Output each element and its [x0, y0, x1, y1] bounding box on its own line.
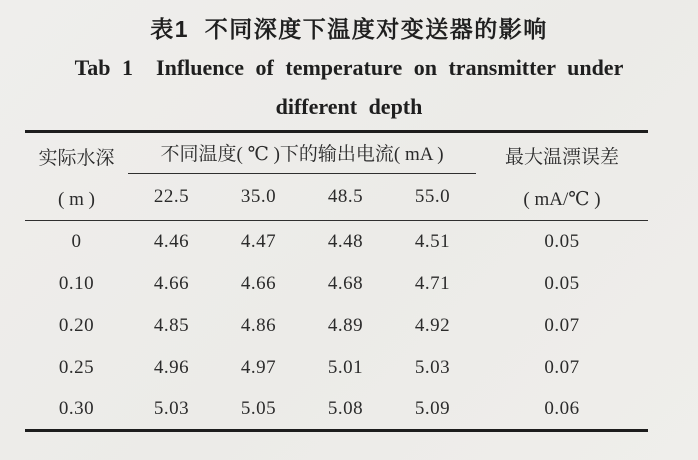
- header-max-error: [476, 132, 648, 221]
- influence-table: [25, 130, 648, 432]
- header-temp-col-1: 22.5: [128, 173, 215, 220]
- cell-max-error: 0.05: [544, 272, 580, 294]
- cell-current: 4.97: [240, 356, 277, 378]
- cell-current: 5.08: [327, 397, 364, 419]
- cell-current: 4.46: [153, 230, 190, 252]
- cell-current: 4.96: [153, 356, 190, 378]
- cell-current: 4.89: [327, 314, 364, 336]
- cell-current: 5.01: [327, 356, 364, 378]
- table-row: [25, 263, 648, 305]
- cell-current: 4.48: [327, 230, 364, 252]
- cell-current: 4.68: [327, 272, 364, 294]
- table-row: [25, 347, 648, 389]
- table-row: [25, 389, 648, 431]
- header-temp-col-2: 35.0: [215, 173, 302, 220]
- cell-depth: 0.20: [58, 314, 95, 336]
- table-title-english-line1: Tab 1 Influence of temperature on transmitter under: [74, 55, 624, 80]
- cell-current: 4.66: [240, 272, 277, 294]
- cell-current: 5.03: [153, 397, 190, 419]
- cell-current: 4.86: [240, 314, 277, 336]
- cell-current: 4.66: [153, 272, 190, 294]
- cell-max-error: 0.06: [544, 397, 580, 419]
- cell-current: 4.51: [414, 230, 451, 252]
- cell-max-error: 0.07: [544, 314, 580, 336]
- cell-max-error: 0.07: [544, 356, 580, 378]
- cell-depth: 0: [71, 230, 82, 252]
- header-max-error-unit: ( mA/℃ ): [523, 188, 601, 210]
- header-row-1: [25, 132, 648, 174]
- cell-current: 4.92: [414, 314, 451, 336]
- cell-depth: 0.10: [58, 272, 95, 294]
- header-depth: [25, 132, 128, 221]
- header-output-current-span: 不同温度( ℃ )下的输出电流( mA ): [128, 132, 476, 174]
- cell-depth: 0.30: [58, 397, 95, 419]
- table-row: [25, 221, 648, 263]
- header-temp-col-3: 48.5: [302, 173, 389, 220]
- table-row: [25, 305, 648, 347]
- cell-max-error: 0.05: [544, 230, 580, 252]
- header-max-error-label: 最大温漂误差: [505, 147, 620, 169]
- cell-current: 4.71: [414, 272, 451, 294]
- header-temp-col-4: 55.0: [389, 173, 476, 220]
- cell-current: 4.47: [240, 230, 277, 252]
- header-depth-unit: ( m ): [58, 188, 95, 210]
- cell-depth: 0.25: [58, 356, 95, 378]
- cell-current: 5.05: [240, 397, 277, 419]
- cell-current: 5.03: [414, 356, 451, 378]
- table-title-chinese: 表1 不同深度下温度对变送器的影响: [150, 16, 548, 42]
- header-depth-label: 实际水深: [38, 147, 115, 169]
- cell-current: 5.09: [414, 397, 451, 419]
- cell-current: 4.85: [153, 314, 190, 336]
- table-title-english-line2: different depth: [275, 94, 423, 119]
